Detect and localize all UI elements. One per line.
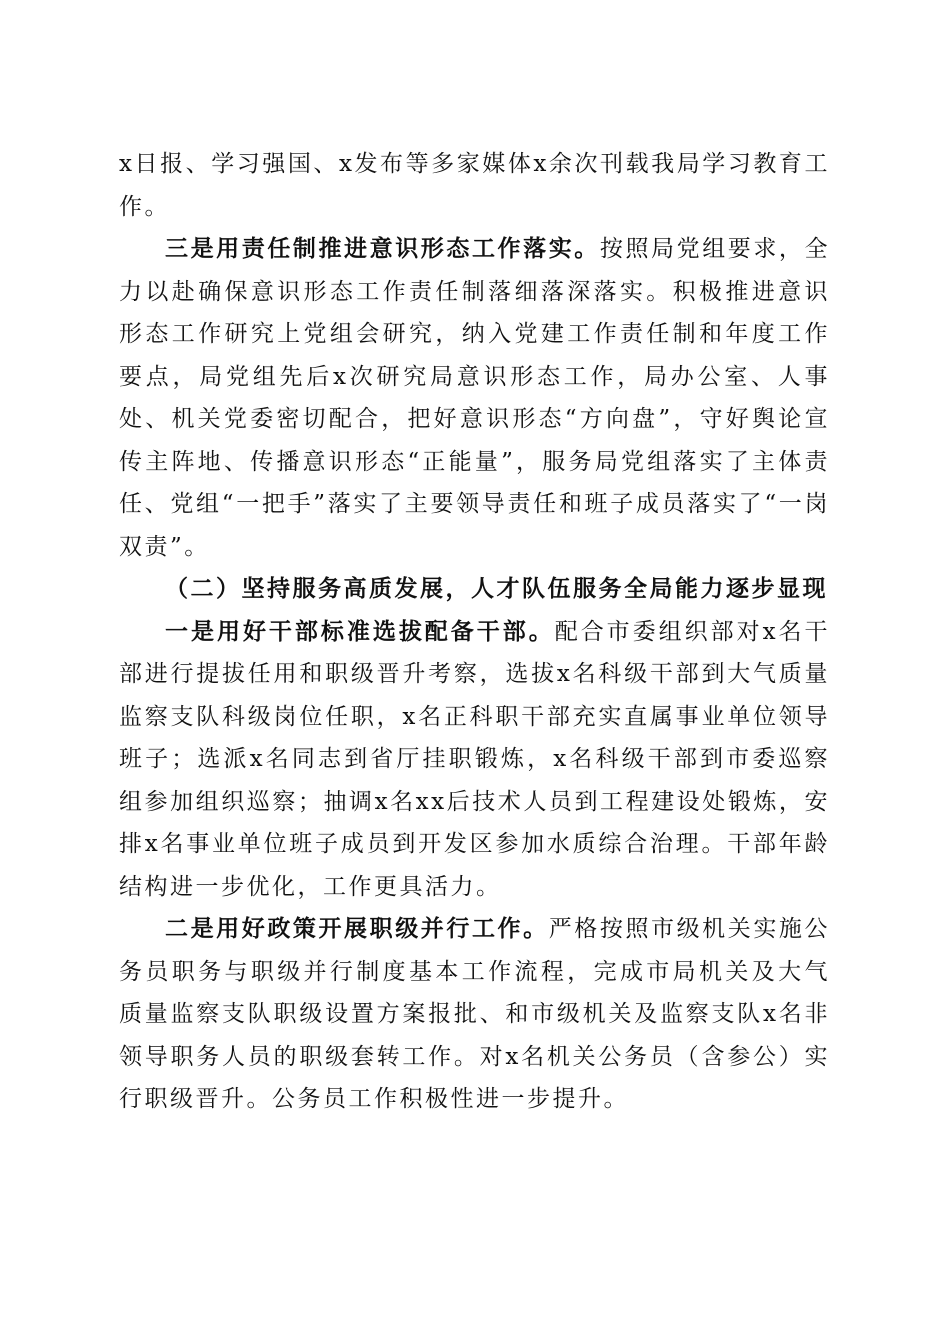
- paragraph-text: x日报、学习强国、x发布等多家媒体x余次刊载我局学习教育工作。: [119, 151, 830, 220]
- paragraph-text: 配合市委组织部对x名干部进行提拔任用和职级晋升考察，选拔x名科级干部到大气质量监察支队科级岗位任职，x名正科职干部充实直属事业单位领导班子；选派x名同志到省厅挂职锻炼，x名科级干部到市委巡察组参加组织巡察；抽调x名xx后技术人员到工程建设处锻炼，安排x名事业单位班子成员到开发区参加水质综合治理。干部年龄结构进一步优化，工作更具活力。: [119, 618, 830, 900]
- paragraph-rank-parallel: [119, 908, 830, 1121]
- paragraph-cadre-selection: [119, 611, 830, 909]
- paragraph-lead: 三是用责任制推进意识形态工作落实。: [165, 235, 600, 262]
- paragraph-media-coverage: [119, 143, 830, 228]
- paragraph-text: 严格按照市级机关实施公务员职务与职级并行制度基本工作流程，完成市局机关及大气质量监察支队职级设置方案报批、和市级机关及监察支队x名非领导职务人员的职级套转工作。对x名机关公务员（含参公）实行职级晋升。公务员工作积极性进一步提升。: [119, 916, 831, 1112]
- document-body: [119, 143, 830, 1121]
- section-heading: （二）坚持服务高质发展，人才队伍服务全局能力逐步显现: [165, 575, 828, 602]
- paragraph-lead: 一是用好干部标准选拔配备干部。: [165, 617, 555, 645]
- paragraph-ideology-responsibility: [119, 228, 830, 568]
- paragraph-text: 按照局党组要求，全力以赴确保意识形态工作责任制落细落深落实。积极推进意识形态工作研究上党组会研究，纳入党建工作责任制和年度工作要点，局党组先后x次研究局意识形态工作，局办公室、人事处、机关党委密切配合，把好意识形态“方向盘”，守好舆论宣传主阵地、传播意识形态“正能量”，服务局党组落实了主体责任、党组“一把手”落实了主要领导责任和班子成员落实了“一岗双责”。: [119, 236, 831, 560]
- paragraph-lead: 二是用好政策开展职级并行工作。: [165, 915, 549, 942]
